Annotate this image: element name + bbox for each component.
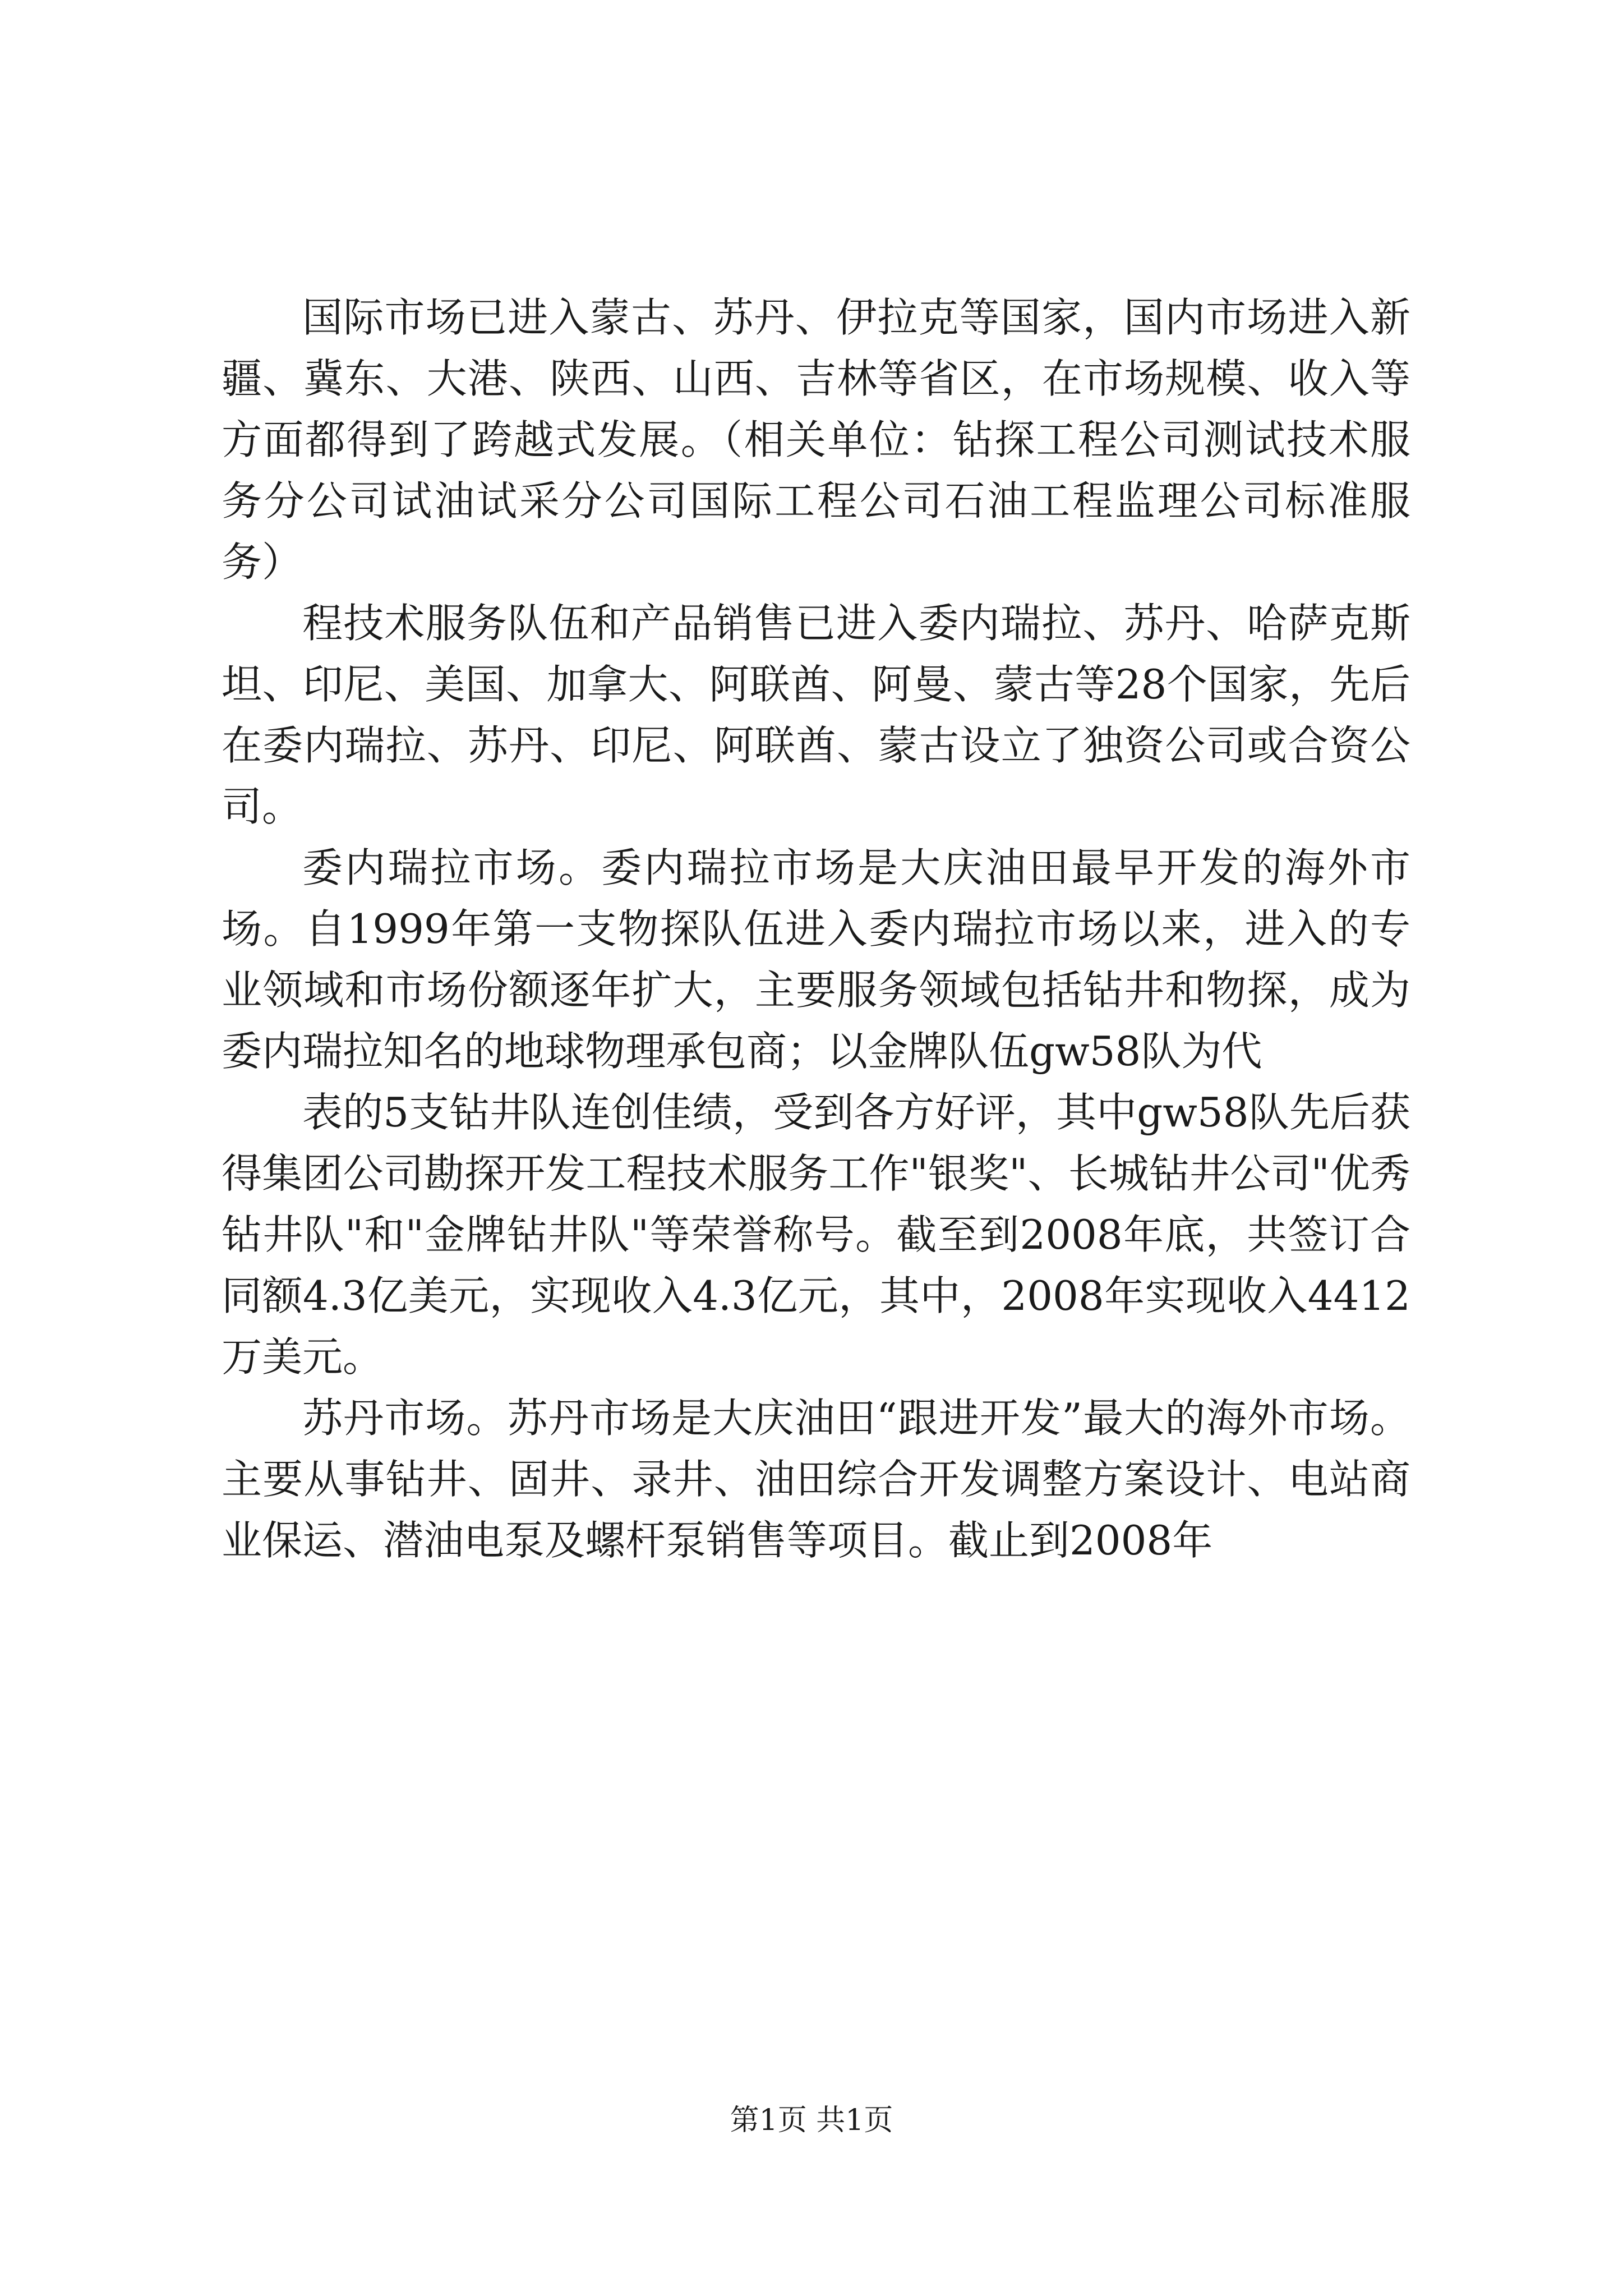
page-indicator: 第1页 共1页 [730, 2104, 893, 2137]
page-footer [0, 2101, 1623, 2140]
paragraph-overseas-teams: 程技术服务队伍和产品销售已进入委内瑞拉、苏丹、哈萨克斯坦、印尼、美国、加拿大、阿联酋、阿曼、蒙古等28个国家，先后在委内瑞拉、苏丹、印尼、阿联酋、蒙古设立了独资公司或合资公司。 [222, 600, 1410, 830]
paragraph-gw58-team: 表的5支钻井队连创佳绩，受到各方好评，其中gw58队先后获得集团公司勘探开发工程技术服务工作"银奖"、长城钻井公司"优秀钻井队"和"金牌钻井队"等荣誉称号。截至到2008年底，共签订合同额4.3亿美元，实现收入4.3亿元，其中，2008年实现收入4412万美元。 [222, 1089, 1410, 1381]
document-body [222, 287, 1410, 1571]
paragraph-sudan-market: 苏丹市场。苏丹市场是大庆油田“跟进开发”最大的海外市场。主要从事钻井、固井、录井、油田综合开发调整方案设计、电站商业保运、潜油电泵及螺杆泵销售等项目。截止到2008年 [222, 1395, 1410, 1564]
paragraph-international-market: 国际市场已进入蒙古、苏丹、伊拉克等国家，国内市场进入新疆、冀东、大港、陕西、山西、吉林等省区，在市场规模、收入等方面都得到了跨越式发展。（相关单位：钻探工程公司测试技术服务分公司试油试采分公司国际工程公司石油工程监理公司标准服务） [222, 294, 1410, 586]
paragraph-venezuela-market: 委内瑞拉市场。委内瑞拉市场是大庆油田最早开发的海外市场。自1999年第一支物探队伍进入委内瑞拉市场以来，进入的专业领域和市场份额逐年扩大，主要服务领域包括钻井和物探，成为委内瑞拉知名的地球物理承包商；以金牌队伍gw58队为代 [222, 844, 1410, 1075]
